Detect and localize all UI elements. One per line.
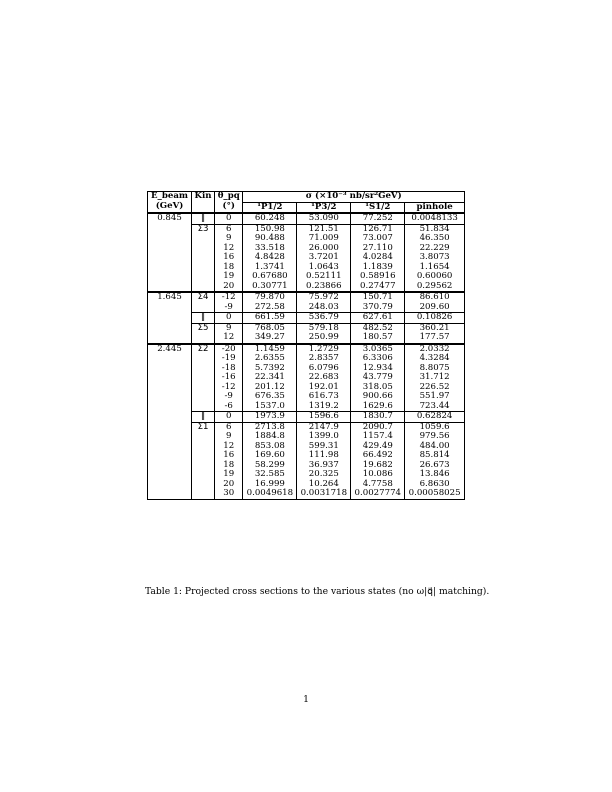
cross-section-cell: 16.999 (243, 480, 297, 490)
theta-cell: -9 (215, 392, 243, 402)
kin-cell (192, 470, 215, 480)
kin-cell (192, 244, 215, 254)
cross-section-cell: 0.60060 (405, 272, 465, 282)
kin-cell (192, 263, 215, 273)
cross-section-cell: 0.52111 (297, 272, 351, 282)
cross-section-cell: 111.98 (297, 451, 351, 461)
theta-cell: 18 (215, 263, 243, 273)
kin-cell (192, 333, 215, 344)
table-row (148, 383, 465, 393)
cross-section-cell: 1830.7 (351, 412, 405, 423)
kin-cell (192, 402, 215, 412)
ebeam-cell (148, 432, 192, 442)
cross-section-cell: 90.488 (243, 234, 297, 244)
cross-section-table-container (147, 191, 465, 500)
cross-section-cell: 209.60 (405, 303, 465, 313)
cross-section-cell: 58.299 (243, 461, 297, 471)
table-row (148, 422, 465, 432)
cross-section-cell: 616.73 (297, 392, 351, 402)
cross-section-cell: 12.934 (351, 364, 405, 374)
theta-cell: 9 (215, 323, 243, 333)
table-row (148, 333, 465, 344)
table-row (148, 303, 465, 313)
header-state-4-label: pinhole (416, 201, 453, 212)
kin-cell (192, 442, 215, 452)
header-ebeam-unit (148, 202, 192, 213)
table-row (148, 442, 465, 452)
ebeam-cell (148, 383, 192, 393)
cross-section-cell: 26.673 (405, 461, 465, 471)
ebeam-cell (148, 224, 192, 234)
table-row (148, 253, 465, 263)
theta-cell: 20 (215, 480, 243, 490)
theta-cell: 6 (215, 422, 243, 432)
header-sigma-label: σ (×10⁻³ nb/sr²GeV) (305, 191, 402, 201)
theta-cell: 0 (215, 313, 243, 324)
theta-cell: 19 (215, 272, 243, 282)
table-row (148, 344, 465, 355)
table-row (148, 354, 465, 364)
cross-section-cell: 661.59 (243, 313, 297, 324)
ebeam-cell (148, 373, 192, 383)
cross-section-cell: 22.229 (405, 244, 465, 254)
ebeam-cell (148, 442, 192, 452)
cross-section-cell: 0.67680 (243, 272, 297, 282)
kin-cell: Σ5 (192, 323, 215, 333)
cross-section-cell: 0.23866 (297, 282, 351, 293)
cross-section-cell: 192.01 (297, 383, 351, 393)
table-row (148, 489, 465, 499)
kin-cell (192, 234, 215, 244)
cross-section-cell: 250.99 (297, 333, 351, 344)
kin-cell: ‖ (192, 213, 215, 224)
cross-section-cell: 0.00058025 (405, 489, 465, 499)
table-row (148, 292, 465, 303)
cross-section-cell: 579.18 (297, 323, 351, 333)
cross-section-cell: 429.49 (351, 442, 405, 452)
cross-section-cell: 71.009 (297, 234, 351, 244)
ebeam-cell (148, 412, 192, 423)
kin-cell: ‖ (192, 313, 215, 324)
ebeam-cell (148, 364, 192, 374)
cross-section-cell: 77.252 (351, 213, 405, 224)
ebeam-cell: 0.845 (148, 213, 192, 224)
theta-cell: 0 (215, 213, 243, 224)
kin-cell: Σ4 (192, 292, 215, 303)
cross-section-cell: 1.1459 (243, 344, 297, 355)
header-state-2-label: ¹P3/2 (311, 201, 337, 212)
cross-section-cell: 86.610 (405, 292, 465, 303)
kin-cell (192, 354, 215, 364)
ebeam-cell (148, 461, 192, 471)
header-kin (192, 192, 215, 203)
cross-section-cell: 1884.8 (243, 432, 297, 442)
cross-section-cell: 85.814 (405, 451, 465, 461)
theta-cell: 9 (215, 432, 243, 442)
cross-section-cell: 0.62824 (405, 412, 465, 423)
cross-section-cell: 536.79 (297, 313, 351, 324)
cross-section-cell: 484.00 (405, 442, 465, 452)
header-state-3-label: ¹S1/2 (365, 201, 391, 212)
table-body (148, 213, 465, 499)
cross-section-cell: 482.52 (351, 323, 405, 333)
kin-cell (192, 451, 215, 461)
header-theta-unit (215, 202, 243, 213)
cross-section-cell: 53.090 (297, 213, 351, 224)
cross-section-cell: 177.57 (405, 333, 465, 344)
cross-section-cell: 27.110 (351, 244, 405, 254)
theta-cell: 18 (215, 461, 243, 471)
cross-section-cell: 13.846 (405, 470, 465, 480)
ebeam-cell (148, 392, 192, 402)
kin-cell: ‖ (192, 412, 215, 423)
cross-section-cell: 3.8073 (405, 253, 465, 263)
header-state-2 (297, 202, 351, 213)
cross-section-table (147, 191, 465, 500)
theta-cell: 16 (215, 253, 243, 263)
table-row (148, 402, 465, 412)
cross-section-cell: 1.1654 (405, 263, 465, 273)
cross-section-cell: 46.350 (405, 234, 465, 244)
ebeam-cell (148, 263, 192, 273)
kin-cell (192, 383, 215, 393)
cross-section-cell: 2147.9 (297, 422, 351, 432)
page-number: 1 (303, 694, 309, 705)
table-row (148, 244, 465, 254)
theta-cell: 12 (215, 244, 243, 254)
cross-section-cell: 0.0031718 (297, 489, 351, 499)
cross-section-cell: 2.6355 (243, 354, 297, 364)
cross-section-cell: 979.56 (405, 432, 465, 442)
header-theta-label: θ_pq (217, 191, 240, 202)
ebeam-cell (148, 303, 192, 313)
cross-section-cell: 5.7392 (243, 364, 297, 374)
cross-section-cell: 4.7758 (351, 480, 405, 490)
header-kin-label: Kin (194, 191, 212, 202)
cross-section-cell: 0.10826 (405, 313, 465, 324)
table-row (148, 234, 465, 244)
ebeam-cell (148, 354, 192, 364)
cross-section-cell: 627.61 (351, 313, 405, 324)
theta-cell: -16 (215, 373, 243, 383)
cross-section-cell: 2.8357 (297, 354, 351, 364)
cross-section-cell: 31.712 (405, 373, 465, 383)
header-kin-blank (192, 202, 215, 213)
cross-section-cell: 1319.2 (297, 402, 351, 412)
ebeam-cell (148, 402, 192, 412)
cross-section-cell: 1059.6 (405, 422, 465, 432)
table-row (148, 461, 465, 471)
cross-section-cell: 150.71 (351, 292, 405, 303)
cross-section-cell: 1596.6 (297, 412, 351, 423)
ebeam-cell (148, 282, 192, 293)
cross-section-cell: 33.518 (243, 244, 297, 254)
cross-section-cell: 4.3284 (405, 354, 465, 364)
cross-section-cell: 2090.7 (351, 422, 405, 432)
cross-section-cell: 723.44 (405, 402, 465, 412)
theta-cell: 30 (215, 489, 243, 499)
table-row (148, 470, 465, 480)
header-state-1 (243, 202, 297, 213)
cross-section-cell: 66.492 (351, 451, 405, 461)
kin-cell: Σ1 (192, 422, 215, 432)
cross-section-cell: 318.05 (351, 383, 405, 393)
cross-section-cell: 2.0332 (405, 344, 465, 355)
kin-cell (192, 253, 215, 263)
cross-section-cell: 3.7201 (297, 253, 351, 263)
ebeam-cell (148, 470, 192, 480)
cross-section-cell: 121.51 (297, 224, 351, 234)
theta-cell: -12 (215, 383, 243, 393)
cross-section-cell: 0.27477 (351, 282, 405, 293)
cross-section-cell: 22.341 (243, 373, 297, 383)
cross-section-cell: 599.31 (297, 442, 351, 452)
header-state-4 (405, 202, 465, 213)
cross-section-cell: 20.325 (297, 470, 351, 480)
cross-section-cell: 169.60 (243, 451, 297, 461)
theta-cell: 0 (215, 412, 243, 423)
table-row (148, 313, 465, 324)
cross-section-cell: 676.35 (243, 392, 297, 402)
cross-section-cell: 150.98 (243, 224, 297, 234)
cross-section-cell: 126.71 (351, 224, 405, 234)
cross-section-cell: 32.585 (243, 470, 297, 480)
cross-section-cell: 248.03 (297, 303, 351, 313)
cross-section-cell: 551.97 (405, 392, 465, 402)
cross-section-cell: 0.30771 (243, 282, 297, 293)
cross-section-cell: 75.972 (297, 292, 351, 303)
header-theta-unit-label: (°) (222, 201, 235, 212)
table-row (148, 412, 465, 423)
cross-section-cell: 1157.4 (351, 432, 405, 442)
ebeam-cell (148, 451, 192, 461)
ebeam-cell (148, 489, 192, 499)
theta-cell: -19 (215, 354, 243, 364)
cross-section-cell: 1973.9 (243, 412, 297, 423)
table-caption: Table 1: Projected cross sections to the various states (no ω|q⃗| matching). (145, 586, 490, 597)
cross-section-cell: 6.3306 (351, 354, 405, 364)
theta-cell: -6 (215, 402, 243, 412)
kin-cell (192, 272, 215, 282)
cross-section-cell: 3.0365 (351, 344, 405, 355)
ebeam-cell (148, 480, 192, 490)
table-row (148, 282, 465, 293)
cross-section-cell: 1399.0 (297, 432, 351, 442)
theta-cell: -12 (215, 292, 243, 303)
cross-section-cell: 6.0796 (297, 364, 351, 374)
cross-section-cell: 370.79 (351, 303, 405, 313)
table-row (148, 392, 465, 402)
table-row (148, 323, 465, 333)
cross-section-cell: 272.58 (243, 303, 297, 313)
cross-section-cell: 22.683 (297, 373, 351, 383)
ebeam-cell (148, 333, 192, 344)
cross-section-cell: 26.000 (297, 244, 351, 254)
cross-section-cell: 1.0643 (297, 263, 351, 273)
cross-section-cell: 2713.8 (243, 422, 297, 432)
cross-section-cell: 0.29562 (405, 282, 465, 293)
theta-cell: 19 (215, 470, 243, 480)
ebeam-cell: 1.645 (148, 292, 192, 303)
header-state-3 (351, 202, 405, 213)
cross-section-cell: 51.834 (405, 224, 465, 234)
header-ebeam-unit-label: (GeV) (155, 201, 184, 212)
cross-section-cell: 180.57 (351, 333, 405, 344)
cross-section-cell: 10.086 (351, 470, 405, 480)
table-row (148, 451, 465, 461)
theta-cell: 20 (215, 282, 243, 293)
cross-section-cell: 6.8630 (405, 480, 465, 490)
kin-cell: Σ3 (192, 224, 215, 234)
header-state-1-label: ¹P1/2 (257, 201, 283, 212)
kin-cell (192, 392, 215, 402)
kin-cell (192, 432, 215, 442)
table-row (148, 224, 465, 234)
kin-cell (192, 282, 215, 293)
cross-section-cell: 226.52 (405, 383, 465, 393)
cross-section-cell: 0.58916 (351, 272, 405, 282)
ebeam-cell (148, 272, 192, 282)
theta-cell: 12 (215, 333, 243, 344)
cross-section-cell: 853.08 (243, 442, 297, 452)
header-sigma (243, 192, 465, 203)
ebeam-cell (148, 313, 192, 324)
cross-section-cell: 768.05 (243, 323, 297, 333)
cross-section-cell: 1629.6 (351, 402, 405, 412)
ebeam-cell (148, 323, 192, 333)
kin-cell (192, 364, 215, 374)
theta-cell: -18 (215, 364, 243, 374)
cross-section-cell: 19.682 (351, 461, 405, 471)
cross-section-cell: 1.3741 (243, 263, 297, 273)
cross-section-cell: 900.66 (351, 392, 405, 402)
cross-section-cell: 360.21 (405, 323, 465, 333)
cross-section-cell: 43.779 (351, 373, 405, 383)
cross-section-cell: 36.937 (297, 461, 351, 471)
cross-section-cell: 349.27 (243, 333, 297, 344)
cross-section-cell: 4.8428 (243, 253, 297, 263)
theta-cell: 16 (215, 451, 243, 461)
kin-cell (192, 461, 215, 471)
table-row (148, 373, 465, 383)
ebeam-cell: 2.445 (148, 344, 192, 355)
cross-section-cell: 0.0027774 (351, 489, 405, 499)
cross-section-cell: 201.12 (243, 383, 297, 393)
kin-cell (192, 303, 215, 313)
ebeam-cell (148, 253, 192, 263)
cross-section-cell: 1.2729 (297, 344, 351, 355)
kin-cell (192, 480, 215, 490)
kin-cell (192, 373, 215, 383)
table-row (148, 213, 465, 224)
cross-section-cell: 1.1839 (351, 263, 405, 273)
theta-cell: 12 (215, 442, 243, 452)
theta-cell: 9 (215, 234, 243, 244)
table-row (148, 364, 465, 374)
theta-cell: 6 (215, 224, 243, 234)
kin-cell (192, 489, 215, 499)
cross-section-cell: 0.0049618 (243, 489, 297, 499)
header-ebeam-label: E_beam (151, 191, 188, 202)
cross-section-cell: 0.0048133 (405, 213, 465, 224)
cross-section-cell: 1537.0 (243, 402, 297, 412)
cross-section-cell: 10.264 (297, 480, 351, 490)
ebeam-cell (148, 244, 192, 254)
theta-cell: -20 (215, 344, 243, 355)
table-row (148, 432, 465, 442)
cross-section-cell: 8.8075 (405, 364, 465, 374)
ebeam-cell (148, 422, 192, 432)
kin-cell: Σ2 (192, 344, 215, 355)
cross-section-cell: 4.0284 (351, 253, 405, 263)
cross-section-cell: 60.248 (243, 213, 297, 224)
cross-section-cell: 79.870 (243, 292, 297, 303)
theta-cell: -9 (215, 303, 243, 313)
cross-section-cell: 73.007 (351, 234, 405, 244)
ebeam-cell (148, 234, 192, 244)
